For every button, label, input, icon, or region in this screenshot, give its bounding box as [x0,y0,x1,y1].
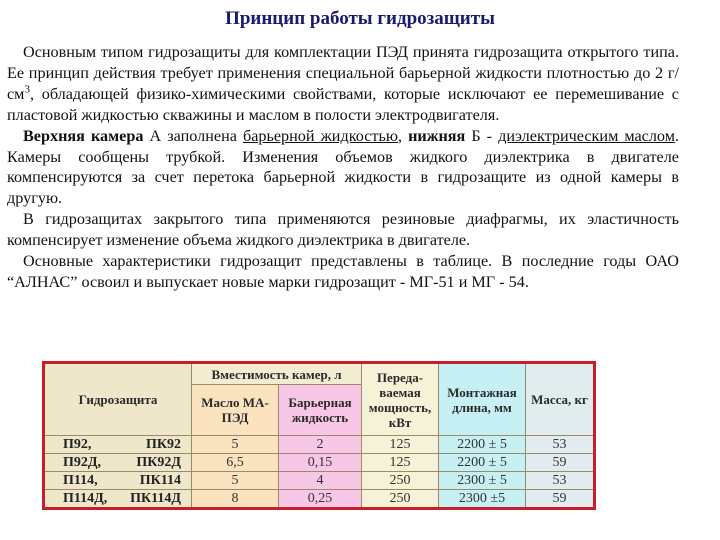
row-barrier: 0,25 [279,490,362,509]
model-open: П92, [63,437,92,452]
row-oil: 8 [192,490,279,509]
row-power: 250 [362,490,439,509]
lower-chamber-label: нижняя [408,126,466,145]
superscript-3: 3 [24,83,30,96]
characteristics-table [42,361,596,510]
row-name [44,472,192,490]
paragraph-1-tail: , обладающей физико-химическими свойствами, которые исключают ее перемешивание с пластовой жидкостью скважины и маслом в полости электродвигателя. [7,84,679,124]
header-capacity: Вместимость камер, л [192,363,362,385]
row-mass: 53 [526,472,595,490]
lower-chamber-text: Б - [465,126,499,145]
row-oil: 5 [192,436,279,454]
header-barrier: Барьерная жидкость [279,385,362,436]
table-row [44,436,595,454]
row-oil: 6,5 [192,454,279,472]
header-mass: Масса, кг [526,363,595,436]
model-closed: ПК114 [139,473,181,488]
row-length: 2200 ± 5 [439,454,526,472]
paragraph-2 [7,126,679,210]
model-closed: ПК92Д [136,455,181,470]
upper-chamber-text: А заполнена [143,126,243,145]
paragraph-3: В гидрозащитах закрытого типа применяются резиновые диафрагмы, их эластичность компенсирует изменение объема жидкого диэлектрика в двигателе. [7,210,679,250]
table-row [44,490,595,509]
row-length: 2300 ±5 [439,490,526,509]
header-oil: Масло МА-ПЭД [192,385,279,436]
header-length: Монтажная длина, мм [439,363,526,436]
row-name [44,490,192,509]
row-length: 2300 ± 5 [439,472,526,490]
row-barrier: 4 [279,472,362,490]
model-open: П114Д, [63,491,108,506]
row-barrier: 0,15 [279,454,362,472]
dielectric-oil-term: диэлектрическим маслом [498,126,675,145]
row-oil: 5 [192,472,279,490]
row-name [44,436,192,454]
upper-chamber-label: Верхняя камера [23,126,144,145]
table-header-row-1 [44,363,595,385]
row-mass: 59 [526,454,595,472]
header-name: Гидрозащита [44,363,192,436]
row-length: 2200 ± 5 [439,436,526,454]
model-closed: ПК92 [145,437,181,452]
row-mass: 53 [526,436,595,454]
header-power: Переда-ваемая мощность, кВт [362,363,439,436]
row-name [44,454,192,472]
paragraph-1-text: Основным типом гидрозащиты для комплектации ПЭД принята гидрозащита открытого типа. Ее принцип действия требует применения специальной барьерной жидкости плотностью до 2 г/см [7,43,679,103]
row-power: 125 [362,454,439,472]
page-title: Принцип работы гидрозащиты [225,8,495,29]
separator: , [397,126,409,145]
model-closed: ПК114Д [130,491,181,506]
barrier-fluid-term: барьерной жидкостью [242,126,398,145]
table-row [44,472,595,490]
table-row [44,454,595,472]
model-open: П92Д, [63,455,102,470]
row-barrier: 2 [279,436,362,454]
row-mass: 59 [526,490,595,509]
model-open: П114, [63,473,98,488]
paragraph-1 [7,42,679,126]
row-power: 250 [362,472,439,490]
body-text [7,42,679,293]
paragraph-2-rest: . Камеры сообщены трубкой. Изменения объемов жидкого диэлектрика в двигателе компенсируются за счет перетока барьерной жидкости в гидрозащите из одной камеры в другую. [7,126,680,208]
paragraph-4: Основные характеристики гидрозащит представлены в таблице. В последние годы ОАО “АЛНАС” освоил и выпускает новые марки гидрозащит - МГ-51 и МГ - 54. [7,252,679,291]
row-power: 125 [362,436,439,454]
